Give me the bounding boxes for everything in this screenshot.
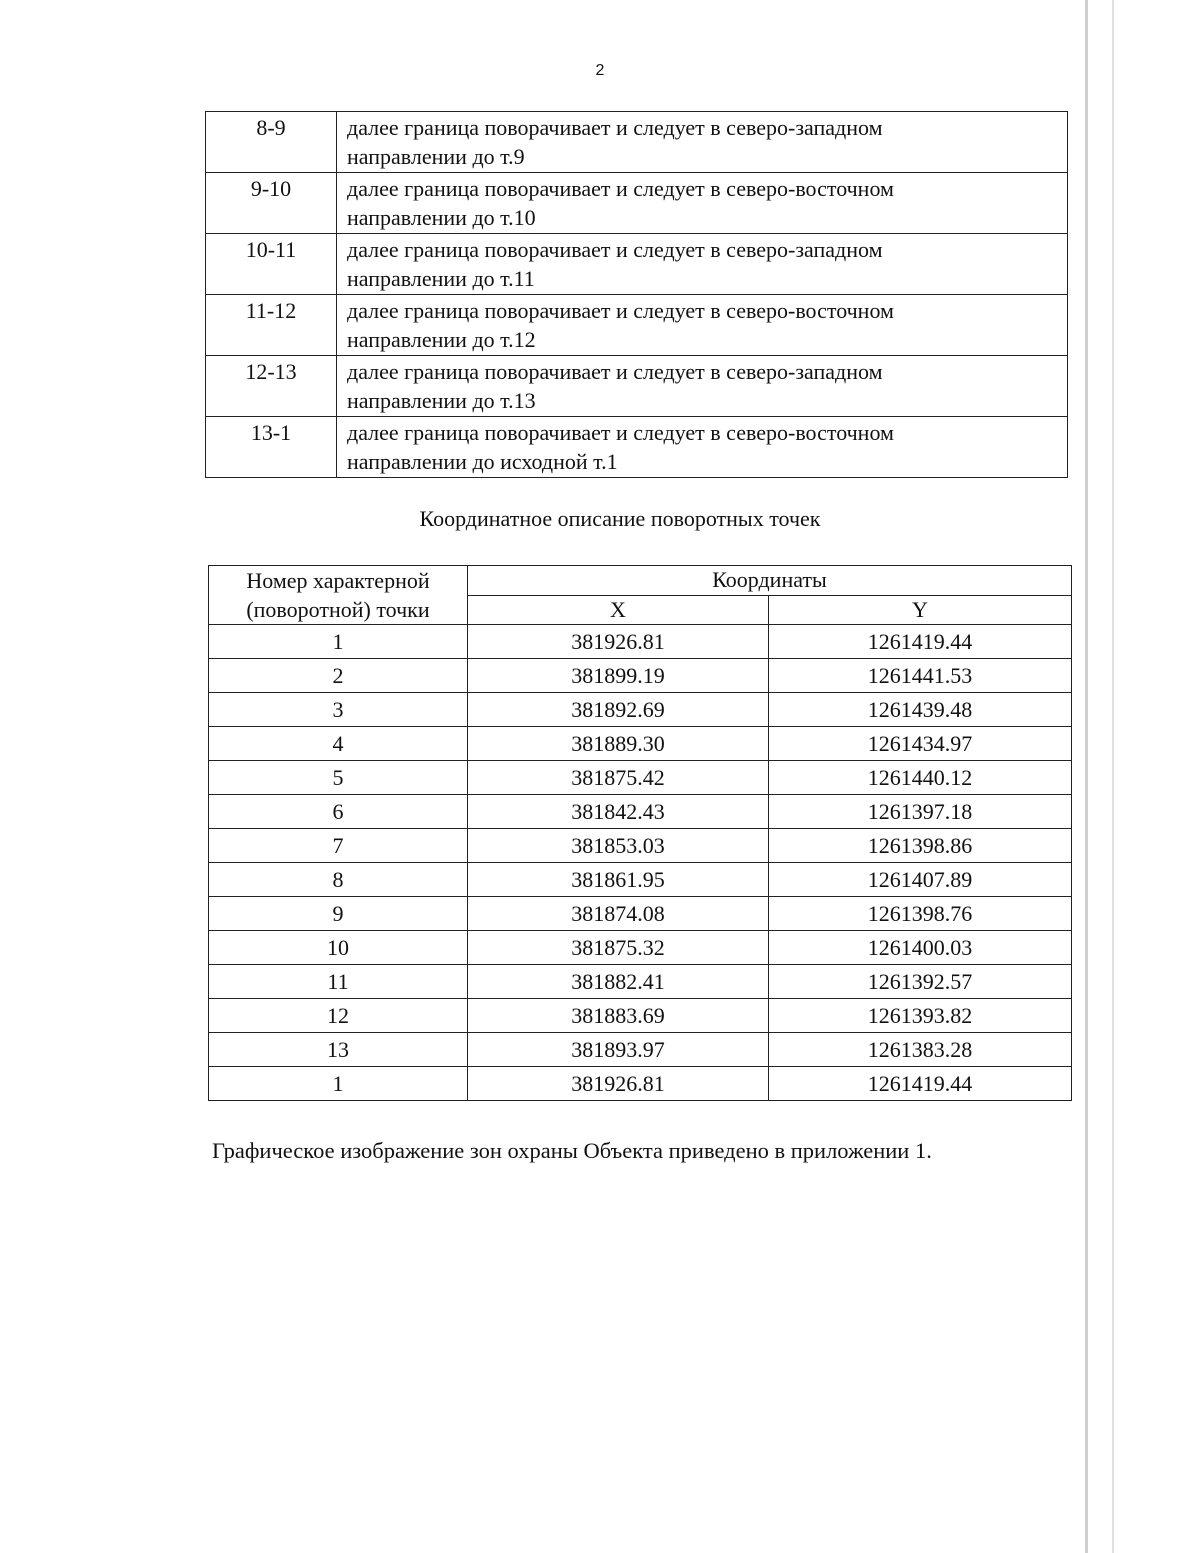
point-cell: 5: [209, 761, 468, 795]
table-row: [209, 1033, 1072, 1067]
point-cell: 1: [209, 1067, 468, 1101]
point-cell: 9: [209, 897, 468, 931]
table-row: [209, 795, 1072, 829]
description-line: далее граница поворачивает и следует в северо-восточном: [347, 298, 894, 323]
table-row: [209, 727, 1072, 761]
y-cell: 1261400.03: [769, 931, 1072, 965]
description-line: направлении до т.9: [347, 144, 525, 169]
point-cell: 8: [209, 863, 468, 897]
description-line: направлении до т.12: [347, 327, 536, 352]
point-cell: 3: [209, 693, 468, 727]
point-cell: 2: [209, 659, 468, 693]
description-line: далее граница поворачивает и следует в северо-восточном: [347, 176, 894, 201]
x-cell: 381926.81: [468, 1067, 769, 1101]
y-cell: 1261434.97: [769, 727, 1072, 761]
y-cell: 1261407.89: [769, 863, 1072, 897]
y-cell: 1261398.76: [769, 897, 1072, 931]
table-row: [209, 625, 1072, 659]
segment-cell: 11-12: [206, 295, 337, 356]
description-line: далее граница поворачивает и следует в северо-западном: [347, 359, 883, 384]
y-cell: 1261398.86: [769, 829, 1072, 863]
footer-note: Графическое изображение зон охраны Объекта приведено в приложении 1.: [212, 1138, 932, 1163]
table-row: [206, 234, 1068, 295]
table-row: [209, 829, 1072, 863]
description-cell: [337, 112, 1068, 173]
table-header-row: [209, 566, 1072, 596]
table-row: [209, 693, 1072, 727]
description-line: направлении до т.13: [347, 388, 536, 413]
segment-cell: 12-13: [206, 356, 337, 417]
table-row: [206, 356, 1068, 417]
description-line: далее граница поворачивает и следует в северо-западном: [347, 237, 883, 262]
page-number: 2: [595, 62, 605, 79]
x-cell: 381889.30: [468, 727, 769, 761]
point-number-header: [209, 566, 468, 625]
header-line: (поворотной) точки: [246, 597, 430, 622]
description-cell: [337, 356, 1068, 417]
segment-cell: 8-9: [206, 112, 337, 173]
point-cell: 13: [209, 1033, 468, 1067]
description-cell: [337, 417, 1068, 478]
x-cell: 381853.03: [468, 829, 769, 863]
section-title: Координатное описание поворотных точек: [419, 506, 821, 531]
description-line: направлении до исходной т.1: [347, 449, 618, 474]
description-cell: [337, 173, 1068, 234]
point-cell: 7: [209, 829, 468, 863]
header-line: Номер характерной: [246, 568, 430, 593]
y-cell: 1261397.18: [769, 795, 1072, 829]
point-cell: 6: [209, 795, 468, 829]
description-line: направлении до т.10: [347, 205, 536, 230]
x-cell: 381882.41: [468, 965, 769, 999]
table-row: [206, 173, 1068, 234]
table-row: [209, 659, 1072, 693]
y-cell: 1261383.28: [769, 1033, 1072, 1067]
table-row: [209, 897, 1072, 931]
scan-edge-line: [1112, 0, 1114, 1553]
x-cell: 381899.19: [468, 659, 769, 693]
x-cell: 381892.69: [468, 693, 769, 727]
point-cell: 12: [209, 999, 468, 1033]
description-line: направлении до т.11: [347, 266, 535, 291]
segment-cell: 9-10: [206, 173, 337, 234]
x-cell: 381874.08: [468, 897, 769, 931]
table-row: [209, 931, 1072, 965]
x-cell: 381861.95: [468, 863, 769, 897]
description-cell: [337, 234, 1068, 295]
table-row: [209, 999, 1072, 1033]
table-row: [206, 417, 1068, 478]
point-cell: 11: [209, 965, 468, 999]
description-line: далее граница поворачивает и следует в северо-восточном: [347, 420, 894, 445]
y-cell: 1261393.82: [769, 999, 1072, 1033]
y-cell: 1261439.48: [769, 693, 1072, 727]
y-cell: 1261419.44: [769, 625, 1072, 659]
coordinates-table: [208, 565, 1072, 1101]
y-cell: 1261440.12: [769, 761, 1072, 795]
table-row: [209, 761, 1072, 795]
x-cell: 381893.97: [468, 1033, 769, 1067]
route-description-table: [205, 111, 1068, 478]
table-row: [206, 295, 1068, 356]
description-cell: [337, 295, 1068, 356]
x-cell: 381883.69: [468, 999, 769, 1033]
table-row: [209, 965, 1072, 999]
description-line: далее граница поворачивает и следует в северо-западном: [347, 115, 883, 140]
segment-cell: 10-11: [206, 234, 337, 295]
table-row: [206, 112, 1068, 173]
x-cell: 381842.43: [468, 795, 769, 829]
x-header: X: [468, 595, 769, 625]
scan-edge-line: [1085, 0, 1088, 1553]
point-cell: 10: [209, 931, 468, 965]
y-header: Y: [769, 595, 1072, 625]
table-row: [209, 1067, 1072, 1101]
coordinates-header: Координаты: [468, 566, 1072, 596]
y-cell: 1261441.53: [769, 659, 1072, 693]
x-cell: 381875.32: [468, 931, 769, 965]
y-cell: 1261392.57: [769, 965, 1072, 999]
point-cell: 1: [209, 625, 468, 659]
segment-cell: 13-1: [206, 417, 337, 478]
table-row: [209, 863, 1072, 897]
x-cell: 381875.42: [468, 761, 769, 795]
x-cell: 381926.81: [468, 625, 769, 659]
y-cell: 1261419.44: [769, 1067, 1072, 1101]
point-cell: 4: [209, 727, 468, 761]
